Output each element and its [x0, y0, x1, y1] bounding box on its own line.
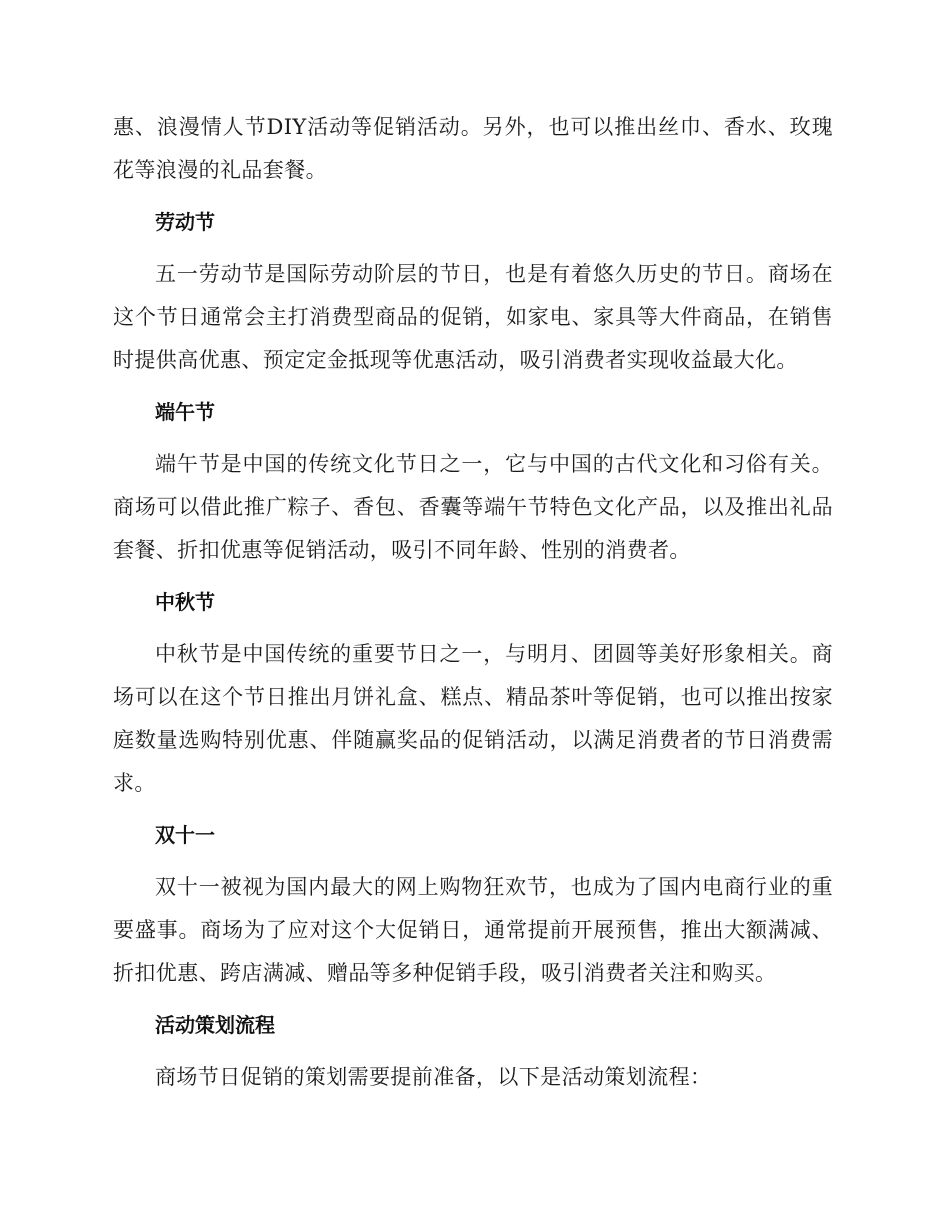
paragraph-mid-autumn: 中秋节是中国传统的重要节日之一，与明月、团圆等美好形象相关。商场可以在这个节日推出月饼礼盒、糕点、精品茶叶等促销，也可以推出按家庭数量选购特别优惠、伴随赢奖品的促销活动，以满足消费者的节日消费需求。 — [113, 642, 833, 795]
heading-mid-autumn: 中秋节 — [155, 590, 215, 614]
paragraph-labor-day: 五一劳动节是国际劳动阶层的节日，也是有着悠久历史的节日。商场在这个节日通常会主打消费型商品的促销，如家电、家具等大件商品，在销售时提供高优惠、预定定金抵现等优惠活动，吸引消费者实现收益最大化。 — [113, 262, 833, 372]
heading-double-eleven: 双十一 — [155, 823, 215, 847]
paragraph-double-eleven: 双十一被视为国内最大的网上购物狂欢节，也成为了国内电商行业的重要盛事。商场为了应对这个大促销日，通常提前开展预售，推出大额满减、折扣优惠、跨店满减、赠品等多种促销手段，吸引消费者关注和购买。 — [113, 875, 833, 985]
heading-planning-process: 活动策划流程 — [155, 1013, 275, 1037]
paragraph-valentines-continuation: 惠、浪漫情人节DIY活动等促销活动。另外，也可以推出丝巾、香水、玫瑰花等浪漫的礼品套餐。 — [113, 115, 833, 182]
document-body — [113, 106, 833, 1099]
paragraph-planning-process: 商场节日促销的策划需要提前准备，以下是活动策划流程： — [155, 1065, 712, 1089]
heading-dragon-boat: 端午节 — [155, 400, 215, 424]
heading-labor-day: 劳动节 — [155, 210, 215, 234]
paragraph-dragon-boat: 端午节是中国的传统文化节日之一，它与中国的古代文化和习俗有关。商场可以借此推广粽子、香包、香囊等端午节特色文化产品，以及推出礼品套餐、折扣优惠等促销活动，吸引不同年龄、性别的消费者。 — [113, 452, 833, 562]
